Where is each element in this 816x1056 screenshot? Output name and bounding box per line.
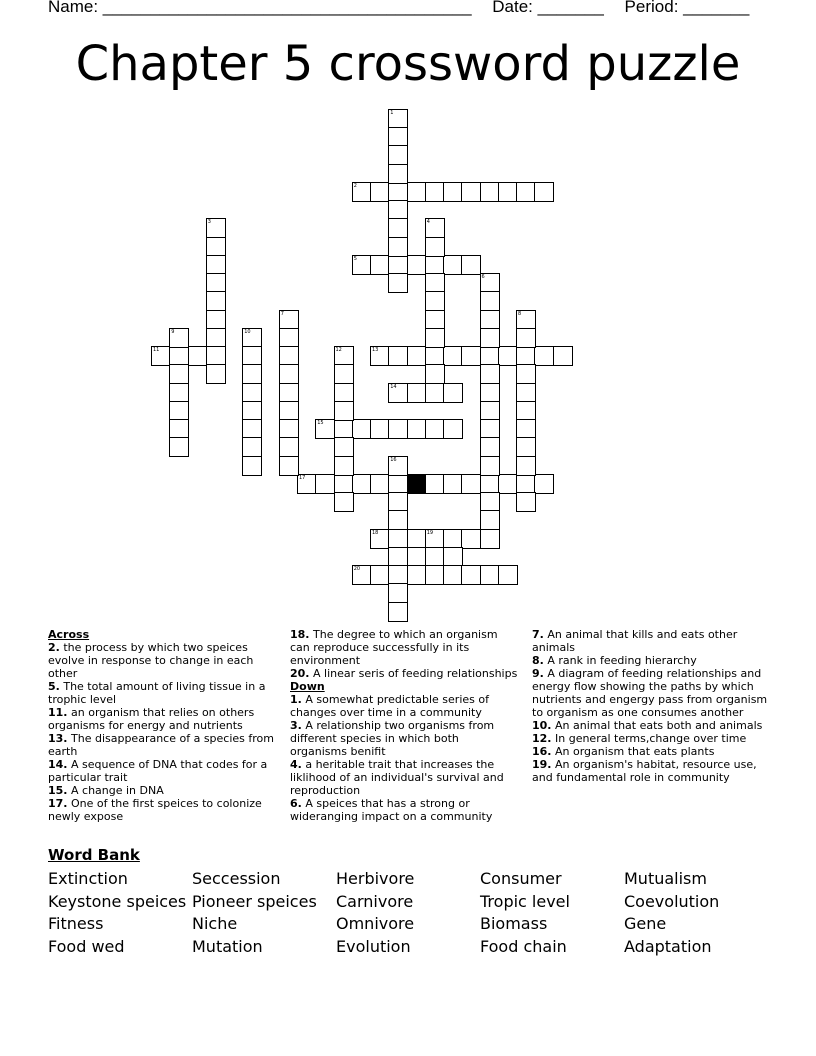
grid-cell[interactable] — [425, 419, 445, 439]
word-bank-item: Consumer — [480, 869, 562, 888]
grid-cell[interactable] — [480, 291, 500, 311]
clue-number: 2 — [353, 182, 357, 189]
grid-cell[interactable] — [334, 419, 354, 439]
grid-cell[interactable] — [206, 237, 226, 257]
grid-cell[interactable] — [388, 164, 408, 184]
clue-number: 3 — [207, 219, 211, 226]
clues-column-3 — [532, 628, 768, 784]
word-bank-item: Herbivore — [336, 869, 415, 888]
grid-cell[interactable] — [425, 310, 445, 330]
grid-cell[interactable] — [480, 474, 500, 494]
grid-cell[interactable] — [206, 310, 226, 330]
clues-column-1 — [48, 628, 276, 823]
grid-cell[interactable] — [443, 529, 463, 549]
grid-cell[interactable] — [498, 346, 518, 366]
grid-cell[interactable] — [206, 346, 226, 366]
word-bank-item: Evolution — [336, 936, 411, 956]
grid-cell[interactable] — [388, 145, 408, 165]
word-bank-item: Fitness — [48, 914, 104, 933]
grid-cell[interactable] — [425, 547, 445, 567]
grid-cell[interactable] — [443, 383, 463, 403]
grid-cell[interactable] — [169, 437, 189, 457]
grid-cell[interactable] — [516, 346, 536, 366]
grid-cell[interactable] — [334, 456, 354, 476]
clue-number: 10 — [244, 328, 251, 335]
grid-cell[interactable] — [334, 474, 354, 494]
word-bank-item: Gene — [624, 914, 667, 933]
clue-number: 19 — [426, 529, 434, 536]
clue-across-18: 18. The degree to which an organism can reproduce successfully in its environment — [290, 628, 498, 667]
grid-cell[interactable] — [334, 346, 354, 366]
grid-cell[interactable] — [279, 437, 299, 457]
clue-down-8: 8. A rank in feeding hierarchy — [532, 654, 697, 667]
grid-cell[interactable] — [443, 474, 463, 494]
clue-number: 6 — [481, 274, 485, 280]
down-heading: Down — [290, 680, 325, 693]
grid-cell[interactable] — [407, 182, 427, 202]
clue-across-5: 5. The total amount of living tissue in a trophic level — [48, 680, 266, 706]
grid-cell[interactable] — [516, 364, 536, 384]
grid-cell[interactable] — [388, 510, 408, 530]
word-bank-item: Keystone speices — [48, 891, 187, 911]
grid-cell[interactable] — [425, 565, 445, 585]
date-field[interactable]: Date: _______ — [492, 0, 604, 16]
grid-cell[interactable] — [334, 383, 354, 403]
grid-cell[interactable] — [370, 419, 390, 439]
word-bank-item: Coevolution — [624, 891, 720, 911]
word-bank-item: Pioneer speices — [192, 891, 317, 911]
grid-cell[interactable] — [407, 383, 427, 403]
grid-cell[interactable] — [480, 510, 500, 530]
grid-cell[interactable] — [480, 401, 500, 421]
word-bank-item: Adaptation — [624, 936, 712, 956]
grid-cell[interactable] — [242, 419, 262, 439]
grid-cell[interactable] — [206, 273, 226, 293]
grid-cell[interactable] — [516, 310, 536, 330]
clue-number: 4 — [426, 219, 430, 226]
grid-cell[interactable] — [352, 419, 372, 439]
grid-cell[interactable] — [407, 565, 427, 585]
grid-cell[interactable] — [334, 492, 354, 512]
page-title: Chapter 5 crossword puzzle — [75, 36, 741, 92]
grid-cell[interactable] — [206, 218, 226, 238]
word-bank-item: Biomass — [480, 914, 548, 933]
grid-cell[interactable] — [480, 565, 500, 585]
word-bank-item: Niche — [192, 914, 238, 933]
grid-cell[interactable] — [425, 364, 445, 384]
grid-cell[interactable] — [279, 401, 299, 421]
grid-cell[interactable] — [407, 346, 427, 366]
grid-cell[interactable] — [534, 346, 554, 366]
clue-number: 12 — [335, 347, 342, 353]
grid-cell[interactable] — [334, 401, 354, 421]
grid-cell[interactable] — [516, 437, 536, 457]
grid-cell[interactable] — [279, 456, 299, 476]
grid-cell[interactable] — [370, 474, 390, 494]
clue-number: 17 — [299, 474, 306, 481]
grid-cell[interactable] — [498, 565, 518, 585]
grid-cell[interactable] — [370, 182, 390, 202]
grid-cell[interactable] — [516, 456, 536, 476]
clue-across-17: 17. One of the first speices to colonize newly expose — [48, 797, 262, 823]
grid-cell[interactable] — [425, 328, 445, 348]
grid-cell[interactable] — [407, 419, 427, 439]
grid-cell[interactable] — [443, 346, 463, 366]
grid-cell[interactable] — [388, 182, 408, 202]
grid-cell[interactable] — [425, 218, 445, 238]
clue-number: 7 — [280, 310, 284, 317]
clue-across-20: 20. A linear seris of feeding relationships — [290, 667, 518, 680]
grid-cell[interactable] — [480, 182, 500, 202]
grid-cell[interactable] — [516, 474, 536, 494]
grid-cell[interactable] — [279, 364, 299, 384]
clue-across-2: 2. the process by which two speices evolve in response to change in each other — [48, 641, 254, 680]
grid-cell[interactable] — [169, 346, 189, 366]
grid-cell[interactable] — [206, 255, 226, 275]
grid-cell[interactable] — [425, 255, 445, 275]
grid-cell[interactable] — [407, 255, 427, 275]
grid-cell[interactable] — [388, 255, 408, 275]
grid-cell[interactable] — [352, 182, 372, 202]
grid-cell[interactable] — [388, 456, 408, 476]
clue-across-14: 14. A sequence of DNA that codes for a particular trait — [48, 758, 268, 784]
clue-number: 1 — [390, 109, 394, 116]
grid-cell[interactable] — [534, 182, 554, 202]
word-bank-item: Omnivore — [336, 914, 415, 933]
word-bank-item: Mutation — [192, 936, 263, 956]
clue-number: 14 — [390, 383, 397, 390]
grid-cell[interactable] — [279, 419, 299, 439]
grid-cell[interactable] — [169, 401, 189, 421]
grid-cell[interactable] — [425, 474, 445, 494]
grid-cell[interactable] — [480, 529, 500, 549]
grid-cell[interactable] — [388, 383, 408, 403]
clue-number: 5 — [353, 255, 357, 262]
grid-cell[interactable] — [370, 346, 390, 366]
word-bank-title: Word Bank — [48, 846, 140, 864]
grid-cell[interactable] — [388, 474, 408, 494]
grid-cell[interactable] — [334, 364, 354, 384]
clue-down-6: 6. A speices that has a strong or wideranging impact on a community — [290, 797, 493, 823]
grid-cell[interactable] — [206, 364, 226, 384]
grid-cell[interactable] — [388, 218, 408, 238]
grid-cell[interactable] — [480, 383, 500, 403]
grid-cell[interactable] — [279, 383, 299, 403]
grid-cell[interactable] — [388, 547, 408, 567]
grid-cell[interactable] — [388, 583, 408, 603]
grid-cell[interactable] — [425, 346, 445, 366]
clue-number: 13 — [372, 347, 379, 353]
clue-down-12: 12. In general terms,change over time — [532, 732, 747, 745]
grid-cell[interactable] — [480, 492, 500, 512]
grid-cell[interactable] — [425, 383, 445, 403]
grid-cell[interactable] — [242, 437, 262, 457]
grid-cell[interactable] — [279, 310, 299, 330]
clue-down-10: 10. An animal that eats both and animals — [532, 719, 763, 732]
grid-cell[interactable] — [443, 565, 463, 585]
grid-cell[interactable] — [443, 419, 463, 439]
word-bank-item: Food wed — [48, 936, 125, 956]
clue-down-16: 16. An organism that eats plants — [532, 745, 715, 758]
clue-down-3: 3. A relationship two organisms from different species in which both organisms benifit — [290, 719, 495, 758]
grid-cell[interactable] — [370, 529, 390, 549]
grid-cell[interactable] — [516, 383, 536, 403]
grid-cell[interactable] — [370, 255, 390, 275]
grid-cell[interactable] — [388, 419, 408, 439]
grid-cell[interactable] — [388, 346, 408, 366]
grid-cell[interactable] — [534, 474, 554, 494]
clue-down-7: 7. An animal that kills and eats other animals — [532, 628, 738, 654]
grid-cell[interactable] — [242, 456, 262, 476]
across-heading: Across — [48, 628, 90, 641]
grid-cell[interactable] — [461, 529, 481, 549]
grid-cell[interactable] — [516, 401, 536, 421]
grid-cell[interactable] — [242, 364, 262, 384]
grid-cell[interactable] — [388, 492, 408, 512]
grid-cell[interactable] — [553, 346, 573, 366]
word-bank-item: Food chain — [480, 936, 567, 956]
grid-cell[interactable] — [425, 237, 445, 257]
grid-cell[interactable] — [425, 182, 445, 202]
clue-across-13: 13. The disappearance of a species from earth — [48, 732, 275, 758]
grid-cell[interactable] — [443, 182, 463, 202]
clue-down-4: 4. a heritable trait that increases the liklihood of an individual's survival and reproduction — [290, 758, 504, 797]
grid-cell[interactable] — [352, 474, 372, 494]
grid-cell[interactable] — [279, 328, 299, 348]
grid-cell[interactable] — [334, 437, 354, 457]
grid-cell[interactable] — [516, 328, 536, 348]
grid-cell[interactable] — [206, 291, 226, 311]
grid-cell[interactable] — [388, 602, 408, 622]
word-bank-item: Tropic level — [480, 891, 570, 911]
clue-number: 9 — [171, 328, 175, 335]
word-bank — [48, 868, 788, 958]
grid-cell[interactable] — [498, 182, 518, 202]
grid-cell[interactable] — [315, 419, 335, 439]
grid-cell[interactable] — [425, 291, 445, 311]
grid-cell[interactable] — [242, 401, 262, 421]
grid-cell[interactable] — [480, 437, 500, 457]
grid-cell[interactable] — [480, 364, 500, 384]
clue-down-1: 1. A somewhat predictable series of changes over time in a community — [290, 693, 489, 719]
grid-cell[interactable] — [461, 346, 481, 366]
grid-cell[interactable] — [279, 346, 299, 366]
grid-cell[interactable] — [498, 474, 518, 494]
grid-cell[interactable] — [480, 419, 500, 439]
grid-cell[interactable] — [315, 474, 335, 494]
clue-down-19: 19. An organism's habitat, resource use, and fundamental role in community — [532, 758, 757, 784]
grid-cell[interactable] — [388, 127, 408, 147]
clue-number: 20 — [353, 566, 361, 572]
grid-cell[interactable] — [480, 328, 500, 348]
grid-cell[interactable] — [352, 565, 372, 585]
word-bank-item: Seccession — [192, 869, 281, 888]
word-bank-item: Carnivore — [336, 891, 414, 911]
clue-across-15: 15. A change in DNA — [48, 784, 164, 797]
name-field[interactable]: Name: _______________________________________ — [48, 0, 472, 16]
grid-cell[interactable] — [407, 547, 427, 567]
clue-number: 18 — [372, 529, 379, 536]
clue-number: 15 — [317, 420, 324, 426]
grid-cell[interactable] — [242, 383, 262, 403]
grid-cell[interactable] — [388, 565, 408, 585]
clue-number: 16 — [390, 456, 397, 463]
word-bank-item: Mutualism — [624, 869, 707, 888]
grid-cell[interactable] — [169, 419, 189, 439]
grid-cell[interactable] — [352, 255, 372, 275]
grid-cell[interactable] — [443, 255, 463, 275]
grid-cell[interactable] — [242, 346, 262, 366]
clues-column-2 — [290, 628, 518, 823]
grid-cell[interactable] — [461, 255, 481, 275]
grid-cell[interactable] — [480, 273, 500, 293]
black-cell — [407, 474, 427, 494]
grid-cell[interactable] — [388, 529, 408, 549]
grid-cell[interactable] — [242, 328, 262, 348]
grid-cell[interactable] — [425, 273, 445, 293]
grid-cell[interactable] — [388, 109, 408, 129]
grid-cell[interactable] — [480, 310, 500, 330]
grid-cell[interactable] — [461, 474, 481, 494]
grid-cell[interactable] — [516, 182, 536, 202]
clue-across-11: 11. an organism that relies on others organisms for energy and nutrients — [48, 706, 255, 732]
grid-cell[interactable] — [461, 182, 481, 202]
grid-cell[interactable] — [169, 328, 189, 348]
grid-cell[interactable] — [443, 547, 463, 567]
period-field[interactable]: Period: _______ — [624, 0, 750, 16]
grid-cell[interactable] — [188, 346, 208, 366]
grid-cell[interactable] — [388, 200, 408, 220]
grid-cell[interactable] — [516, 492, 536, 512]
grid-cell[interactable] — [407, 529, 427, 549]
grid-cell[interactable] — [169, 364, 189, 384]
grid-cell[interactable] — [169, 383, 189, 403]
clue-number: 8 — [518, 310, 522, 317]
clue-down-9: 9. A diagram of feeding relationships and energy flow showing the paths by which nutrients and engergy pass from organism to organism as one consumes another — [532, 667, 768, 719]
grid-cell[interactable] — [206, 328, 226, 348]
grid-cell[interactable] — [425, 529, 445, 549]
grid-cell[interactable] — [480, 456, 500, 476]
word-bank-item: Extinction — [48, 869, 128, 888]
grid-cell[interactable] — [480, 346, 500, 366]
grid-cell[interactable] — [388, 237, 408, 257]
grid-cell[interactable] — [516, 419, 536, 439]
grid-cell[interactable] — [461, 565, 481, 585]
clue-number: 11 — [153, 347, 160, 353]
grid-cell[interactable] — [151, 346, 171, 366]
grid-cell[interactable] — [388, 273, 408, 293]
grid-cell[interactable] — [370, 565, 390, 585]
grid-cell[interactable] — [297, 474, 317, 494]
